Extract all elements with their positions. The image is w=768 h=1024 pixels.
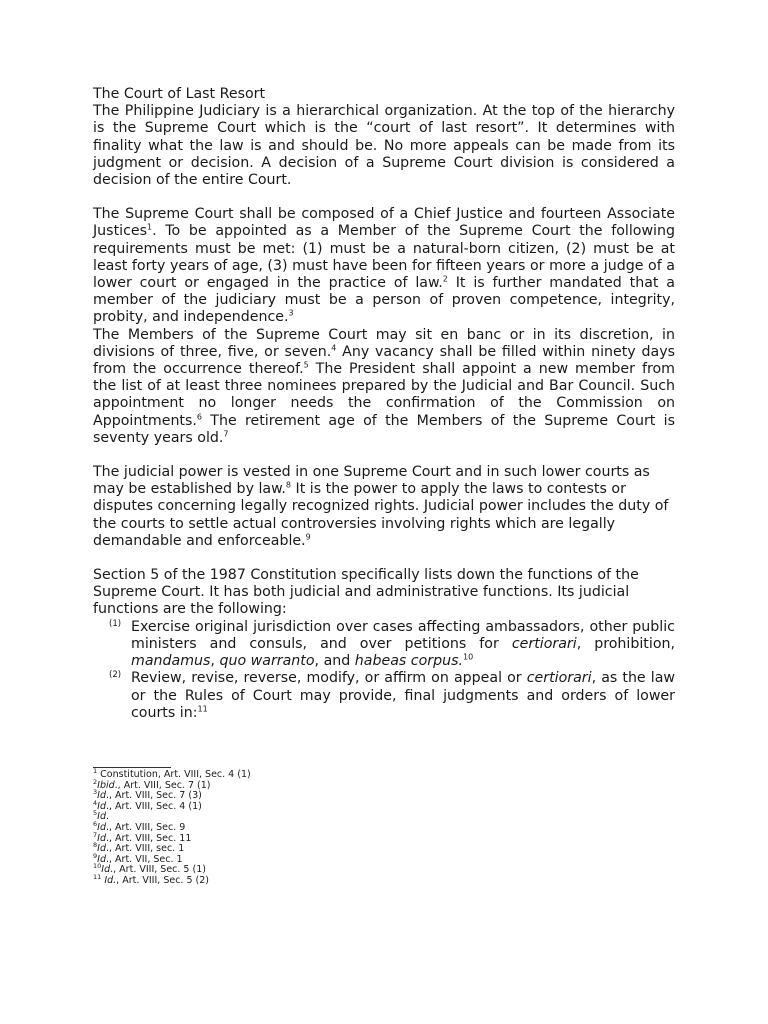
main-text [93, 86, 675, 722]
footnote-ref-8[interactable]: 8 [285, 480, 292, 490]
footnote-number: 5 [93, 809, 98, 818]
footnote-number: 8 [93, 841, 98, 849]
paragraph-2: The Supreme Court shall be composed of a Chief Justice and fourteen Associate Justices$^1$. To be appointed as a Member of the Supreme Court the following requirements must be met: (1) must be a natural-born citizen, (2) must be at least forty years of age, (3) must have been for fifteen years or more a judge of a lower court or engaged in the practice of law.$^2$ It is further mandated that a member of the judiciary must be a person of proven competence, integrity, probity, and independence.$^3$ [93, 206, 675, 326]
paragraph-1: The Philippine Judiciary is a hierarchical organization. At the top of the hierarchy is the Supreme Court which is the “court of last resort”. It determines with finality what the law is and should be. No more appeals can be made from its judgment or decision. A decision of a Supreme Court division is considered a decision of the entire Court. [93, 103, 675, 189]
footnote-number: 9 [93, 851, 98, 860]
footnote: $^8$Id., Art. VIII, sec. 1 [93, 841, 185, 855]
footnote-number: 2 [93, 777, 98, 786]
footnote: $^6$Id., Art. VIII, Sec. 9 [93, 819, 186, 833]
footnote-number: 10 [93, 862, 102, 871]
footnote: $^7$Id., Art. VIII, Sec. 11 [93, 830, 192, 844]
footnote-ref-3[interactable]: 3 [288, 308, 294, 318]
list-item: (1) Exercise original jurisdiction over cases affecting ambassadors, other public ministers and consuls, and over petitions for certiorari, prohibition, mandamus, quo warranto, and habeas corpus.$^{10}$ [93, 619, 675, 671]
functions-list [93, 619, 675, 722]
footnote-number: 11 [93, 872, 102, 881]
footnote: $^4$Id., Art. VIII, Sec. 4 (1) [93, 798, 202, 812]
list-item: (2) Review, revise, reverse, modify, or affirm on appeal or certiorari, as the law or the Rules of Court may provide, final judgments and orders of lower courts in:$^{11}$ [93, 670, 675, 722]
list-marker: (2) [109, 670, 122, 681]
footnote-ref-4[interactable]: 4 [331, 343, 337, 353]
footnote-ref-11[interactable]: 11 [197, 703, 208, 713]
paragraph-4: The judicial power is vested in one Supreme Court and in such lower courts as may be established by law.$^8$ It is the power to apply the laws to contests or disputes concerning legally recognized rights. Judicial power includes the duty of the courts to settle actual controversies involving rights which are legally demandable and enforceable.$^9$ [93, 464, 669, 549]
footnote-ref-1[interactable]: 1 [147, 222, 153, 232]
footnote: $^2$Ibid., Art. VIII, Sec. 7 (1) [93, 777, 211, 791]
footnote: $^{10}$Id., Art. VIII, Sec. 5 (1) [93, 862, 206, 876]
footnote-ref-7[interactable]: 7 [223, 429, 229, 439]
footnote-ref-5[interactable]: 5 [303, 360, 309, 370]
footnote-number: 1 [93, 766, 98, 775]
footnote-separator [93, 767, 171, 768]
document-title: The Court of Last Resort [93, 86, 266, 102]
paragraph-5: Section 5 of the 1987 Constitution specifically lists down the functions of the Supreme Court. It has both judicial and administrative functions. Its judicial functions are the following: [93, 567, 639, 618]
paragraph-3: The Members of the Supreme Court may sit en banc or in its discretion, in divisions of three, five, or seven.$^4$ Any vacancy shall be filled within ninety days from the occurrence thereof.$^5$ The President shall appoint a new member from the list of at least three nominees prepared by the Judicial and Bar Council. Such appointment no longer needs the confirmation of the Commission on Appointments.$^6$ The retirement age of the Members of the Supreme Court is seventy years old.$^7$ [93, 326, 675, 446]
footnotes-section [93, 767, 393, 887]
footnote: $^9$Id., Art. VII, Sec. 1 [93, 851, 183, 865]
footnote: $^1$ Constitution, Art. VIII, Sec. 4 (1) [93, 766, 251, 780]
footnote: $^5$Id. [93, 809, 110, 823]
footnote-ref-6[interactable]: 6 [196, 411, 202, 421]
footnote-ref-9[interactable]: 9 [305, 532, 311, 542]
footnote: $^{11}$ Id., Art. VIII, Sec. 5 (2) [93, 872, 209, 886]
footnote-number: 6 [93, 819, 98, 828]
footnote-number: 4 [93, 798, 98, 807]
footnote-number: 3 [93, 788, 98, 797]
footnote-number: 7 [93, 830, 98, 839]
footnote: $^3$Id., Art. VIII, Sec. 7 (3) [93, 788, 202, 802]
footnote-ref-2[interactable]: 2 [442, 274, 448, 284]
footnote-ref-10[interactable]: 10 [463, 652, 474, 662]
list-marker: (1) [109, 618, 122, 629]
